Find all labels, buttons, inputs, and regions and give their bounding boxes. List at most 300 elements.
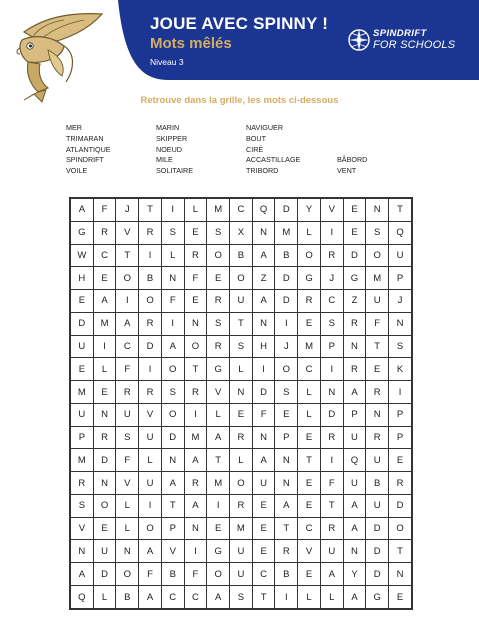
- grid-cell[interactable]: I: [161, 199, 184, 222]
- grid-cell[interactable]: M: [366, 267, 389, 290]
- word-item: TRIMARAN: [66, 133, 104, 143]
- word-item: ACCASTILLAGE: [246, 155, 301, 165]
- grid-cell[interactable]: D: [275, 267, 298, 290]
- grid-cell[interactable]: F: [320, 472, 343, 495]
- grid-cell[interactable]: U: [71, 335, 94, 358]
- grid-cell[interactable]: D: [389, 494, 412, 517]
- grid-cell[interactable]: F: [184, 563, 207, 586]
- grid-cell[interactable]: D: [139, 335, 162, 358]
- grid-cell[interactable]: R: [71, 472, 94, 495]
- grid-cell[interactable]: R: [275, 540, 298, 563]
- grid-cell[interactable]: G: [298, 267, 321, 290]
- grid-cell[interactable]: C: [320, 290, 343, 313]
- grid-cell[interactable]: R: [230, 426, 253, 449]
- grid-cell[interactable]: S: [71, 494, 94, 517]
- grid-cell[interactable]: R: [139, 312, 162, 335]
- grid-cell[interactable]: N: [184, 517, 207, 540]
- grid-row: [71, 426, 412, 449]
- grid-cell[interactable]: A: [116, 312, 139, 335]
- grid-cell[interactable]: D: [93, 449, 116, 472]
- grid-cell[interactable]: U: [343, 426, 366, 449]
- grid-cell[interactable]: T: [207, 449, 230, 472]
- word-item: TRIBORD: [246, 166, 279, 176]
- grid-cell[interactable]: I: [139, 494, 162, 517]
- grid-cell[interactable]: I: [93, 335, 116, 358]
- word-item: CIRÉ: [246, 144, 264, 154]
- grid-cell[interactable]: P: [389, 403, 412, 426]
- page-subtitle: Mots mêlés: [150, 35, 232, 52]
- grid-cell[interactable]: N: [275, 449, 298, 472]
- grid-cell[interactable]: A: [343, 381, 366, 404]
- grid-cell[interactable]: S: [230, 335, 253, 358]
- grid-cell[interactable]: N: [343, 335, 366, 358]
- grid-cell[interactable]: D: [252, 381, 275, 404]
- compass-globe-icon: [347, 27, 371, 53]
- grid-cell[interactable]: I: [184, 403, 207, 426]
- grid-cell[interactable]: C: [252, 563, 275, 586]
- grid-cell[interactable]: R: [116, 381, 139, 404]
- grid-cell[interactable]: T: [139, 199, 162, 222]
- grid-cell[interactable]: M: [275, 221, 298, 244]
- grid-cell[interactable]: E: [252, 494, 275, 517]
- grid-cell[interactable]: L: [116, 494, 139, 517]
- grid-cell[interactable]: C: [298, 358, 321, 381]
- grid-cell[interactable]: F: [184, 267, 207, 290]
- grid-cell[interactable]: P: [389, 267, 412, 290]
- grid-cell[interactable]: A: [184, 494, 207, 517]
- grid-cell[interactable]: A: [139, 586, 162, 609]
- grid-cell[interactable]: O: [366, 244, 389, 267]
- grid-cell[interactable]: O: [207, 563, 230, 586]
- grid-cell[interactable]: O: [184, 335, 207, 358]
- grid-cell[interactable]: B: [230, 244, 253, 267]
- grid-row: [71, 312, 412, 335]
- grid-cell[interactable]: I: [320, 221, 343, 244]
- grid-cell[interactable]: A: [275, 494, 298, 517]
- grid-cell[interactable]: R: [139, 221, 162, 244]
- grid-cell[interactable]: N: [230, 381, 253, 404]
- grid-cell[interactable]: L: [93, 358, 116, 381]
- grid-cell[interactable]: A: [71, 563, 94, 586]
- grid-cell[interactable]: E: [298, 494, 321, 517]
- word-search-grid: [69, 197, 413, 610]
- grid-cell[interactable]: A: [343, 494, 366, 517]
- grid-cell[interactable]: V: [116, 221, 139, 244]
- grid-cell[interactable]: U: [252, 472, 275, 495]
- grid-cell[interactable]: R: [320, 517, 343, 540]
- grid-cell[interactable]: E: [343, 199, 366, 222]
- grid-cell[interactable]: D: [366, 517, 389, 540]
- grid-cell[interactable]: F: [366, 312, 389, 335]
- grid-cell[interactable]: A: [252, 290, 275, 313]
- grid-cell[interactable]: N: [343, 540, 366, 563]
- grid-cell[interactable]: I: [275, 312, 298, 335]
- grid-cell[interactable]: R: [389, 472, 412, 495]
- grid-cell[interactable]: L: [298, 381, 321, 404]
- grid-cell[interactable]: R: [207, 335, 230, 358]
- grid-cell[interactable]: M: [71, 449, 94, 472]
- grid-cell[interactable]: O: [275, 358, 298, 381]
- grid-cell[interactable]: R: [184, 381, 207, 404]
- grid-cell[interactable]: D: [275, 199, 298, 222]
- grid-row: [71, 472, 412, 495]
- grid-cell[interactable]: U: [389, 244, 412, 267]
- grid-cell[interactable]: F: [116, 358, 139, 381]
- word-item: MER: [66, 123, 82, 132]
- grid-cell[interactable]: F: [161, 290, 184, 313]
- grid-cell[interactable]: I: [184, 540, 207, 563]
- grid-cell[interactable]: D: [366, 540, 389, 563]
- grid-cell[interactable]: V: [320, 199, 343, 222]
- grid-cell[interactable]: N: [161, 449, 184, 472]
- grid-cell[interactable]: T: [389, 540, 412, 563]
- grid-cell[interactable]: I: [389, 381, 412, 404]
- grid-cell[interactable]: S: [366, 221, 389, 244]
- grid-cell[interactable]: N: [184, 312, 207, 335]
- grid-cell[interactable]: R: [139, 381, 162, 404]
- grid-cell[interactable]: T: [298, 449, 321, 472]
- grid-cell[interactable]: S: [389, 335, 412, 358]
- grid-cell[interactable]: E: [252, 540, 275, 563]
- grid-row: [71, 563, 412, 586]
- grid-cell[interactable]: I: [139, 358, 162, 381]
- grid-cell[interactable]: D: [93, 563, 116, 586]
- grid-cell[interactable]: A: [161, 335, 184, 358]
- grid-cell[interactable]: N: [252, 426, 275, 449]
- grid-cell[interactable]: H: [252, 335, 275, 358]
- grid-cell[interactable]: A: [343, 517, 366, 540]
- word-item: VENT: [337, 166, 357, 176]
- grid-cell[interactable]: T: [230, 312, 253, 335]
- grid-cell[interactable]: D: [71, 312, 94, 335]
- grid-cell[interactable]: B: [139, 267, 162, 290]
- grid-cell[interactable]: T: [184, 358, 207, 381]
- grid-cell[interactable]: C: [298, 517, 321, 540]
- grid-cell[interactable]: Q: [389, 221, 412, 244]
- grid-cell[interactable]: F: [93, 199, 116, 222]
- grid-cell[interactable]: U: [139, 472, 162, 495]
- grid-cell[interactable]: R: [343, 312, 366, 335]
- grid-cell[interactable]: S: [116, 426, 139, 449]
- grid-cell[interactable]: L: [161, 244, 184, 267]
- grid-cell[interactable]: M: [207, 472, 230, 495]
- grid-cell[interactable]: E: [298, 563, 321, 586]
- grid-cell[interactable]: B: [116, 586, 139, 609]
- grid-cell[interactable]: U: [366, 449, 389, 472]
- grid-cell[interactable]: L: [298, 403, 321, 426]
- brand-name: SPINDRIFT: [373, 28, 427, 39]
- grid-cell[interactable]: N: [366, 403, 389, 426]
- grid-cell[interactable]: P: [389, 426, 412, 449]
- grid-cell[interactable]: R: [320, 244, 343, 267]
- grid-cell[interactable]: I: [252, 358, 275, 381]
- grid-cell[interactable]: T: [366, 335, 389, 358]
- grid-cell[interactable]: C: [161, 586, 184, 609]
- grid-cell[interactable]: R: [184, 472, 207, 495]
- grid-cell[interactable]: N: [389, 563, 412, 586]
- grid-cell[interactable]: V: [71, 517, 94, 540]
- grid-cell[interactable]: S: [161, 381, 184, 404]
- grid-cell[interactable]: A: [139, 540, 162, 563]
- grid-cell[interactable]: U: [139, 426, 162, 449]
- word-item: SPINDRIFT: [66, 155, 104, 165]
- grid-cell[interactable]: C: [93, 244, 116, 267]
- grid-cell[interactable]: D: [343, 244, 366, 267]
- grid-cell[interactable]: M: [298, 335, 321, 358]
- grid-cell[interactable]: P: [343, 403, 366, 426]
- grid-row: [71, 221, 412, 244]
- grid-cell[interactable]: N: [275, 472, 298, 495]
- grid-cell[interactable]: O: [116, 267, 139, 290]
- grid-cell[interactable]: L: [93, 586, 116, 609]
- grid-cell[interactable]: M: [184, 426, 207, 449]
- grid-cell[interactable]: S: [207, 312, 230, 335]
- grid-cell[interactable]: O: [161, 403, 184, 426]
- grid-cell[interactable]: J: [116, 199, 139, 222]
- grid-cell[interactable]: E: [252, 517, 275, 540]
- grid-cell[interactable]: O: [298, 244, 321, 267]
- grid-cell[interactable]: N: [93, 403, 116, 426]
- grid-row: [71, 540, 412, 563]
- grid-cell[interactable]: U: [320, 540, 343, 563]
- grid-cell[interactable]: U: [230, 290, 253, 313]
- grid-cell[interactable]: O: [139, 290, 162, 313]
- grid-cell[interactable]: Q: [343, 449, 366, 472]
- grid-cell[interactable]: G: [343, 267, 366, 290]
- grid-cell[interactable]: T: [389, 199, 412, 222]
- grid-cell[interactable]: L: [298, 221, 321, 244]
- grid-cell[interactable]: A: [207, 586, 230, 609]
- grid-cell[interactable]: O: [230, 267, 253, 290]
- grid-cell[interactable]: L: [230, 358, 253, 381]
- grid-cell[interactable]: E: [207, 267, 230, 290]
- grid-cell[interactable]: D: [275, 290, 298, 313]
- grid-cell[interactable]: N: [161, 267, 184, 290]
- grid-cell[interactable]: L: [184, 199, 207, 222]
- spindrift-logo: [347, 27, 467, 57]
- grid-cell[interactable]: N: [366, 199, 389, 222]
- grid-cell[interactable]: T: [161, 494, 184, 517]
- word-item: ATLANTIQUE: [66, 144, 111, 154]
- grid-cell[interactable]: P: [161, 517, 184, 540]
- grid-cell[interactable]: D: [366, 563, 389, 586]
- grid-cell[interactable]: E: [389, 449, 412, 472]
- grid-cell[interactable]: D: [161, 426, 184, 449]
- grid-cell[interactable]: P: [275, 426, 298, 449]
- grid-cell[interactable]: A: [161, 472, 184, 495]
- grid-cell[interactable]: S: [320, 312, 343, 335]
- grid-cell[interactable]: V: [139, 403, 162, 426]
- grid-cell[interactable]: O: [230, 472, 253, 495]
- grid-cell[interactable]: A: [320, 563, 343, 586]
- grid-cell[interactable]: O: [93, 494, 116, 517]
- word-item: SKIPPER: [156, 133, 188, 143]
- grid-cell[interactable]: I: [320, 358, 343, 381]
- level-label: Niveau 3: [150, 57, 184, 67]
- grid-cell[interactable]: E: [343, 221, 366, 244]
- grid-cell[interactable]: N: [389, 312, 412, 335]
- grid-cell[interactable]: E: [366, 358, 389, 381]
- grid-cell[interactable]: E: [389, 586, 412, 609]
- grid-cell[interactable]: G: [366, 586, 389, 609]
- grid-cell[interactable]: U: [230, 540, 253, 563]
- grid-cell[interactable]: S: [230, 586, 253, 609]
- grid-cell[interactable]: U: [366, 494, 389, 517]
- grid-cell[interactable]: E: [93, 381, 116, 404]
- grid-cell[interactable]: P: [71, 426, 94, 449]
- grid-cell[interactable]: X: [230, 221, 253, 244]
- grid-cell[interactable]: N: [93, 472, 116, 495]
- grid-cell[interactable]: E: [298, 472, 321, 495]
- grid-cell[interactable]: C: [230, 199, 253, 222]
- grid-cell[interactable]: E: [207, 517, 230, 540]
- grid-cell[interactable]: R: [93, 426, 116, 449]
- grid-cell[interactable]: A: [184, 449, 207, 472]
- grid-cell[interactable]: E: [275, 403, 298, 426]
- grid-cell[interactable]: R: [320, 426, 343, 449]
- grid-cell[interactable]: O: [207, 244, 230, 267]
- grid-cell[interactable]: U: [93, 540, 116, 563]
- grid-cell[interactable]: M: [207, 199, 230, 222]
- grid-cell[interactable]: C: [184, 586, 207, 609]
- grid-cell[interactable]: S: [161, 221, 184, 244]
- grid-cell[interactable]: U: [343, 472, 366, 495]
- grid-cell[interactable]: R: [343, 358, 366, 381]
- grid-cell[interactable]: R: [184, 244, 207, 267]
- grid-cell[interactable]: O: [161, 358, 184, 381]
- grid-cell[interactable]: E: [230, 403, 253, 426]
- grid-cell[interactable]: I: [275, 586, 298, 609]
- grid-cell[interactable]: N: [252, 221, 275, 244]
- grid-cell[interactable]: Q: [71, 586, 94, 609]
- grid-cell[interactable]: E: [93, 267, 116, 290]
- grid-cell[interactable]: E: [298, 312, 321, 335]
- grid-cell[interactable]: I: [320, 449, 343, 472]
- grid-cell[interactable]: T: [252, 586, 275, 609]
- grid-cell[interactable]: Y: [298, 199, 321, 222]
- grid-row: [71, 517, 412, 540]
- grid-cell[interactable]: Z: [252, 267, 275, 290]
- grid-cell[interactable]: G: [207, 540, 230, 563]
- grid-cell[interactable]: A: [343, 586, 366, 609]
- grid-cell[interactable]: N: [320, 381, 343, 404]
- grid-cell[interactable]: E: [184, 221, 207, 244]
- grid-cell[interactable]: Q: [252, 199, 275, 222]
- grid-cell[interactable]: E: [71, 290, 94, 313]
- grid-cell[interactable]: R: [366, 426, 389, 449]
- grid-cell[interactable]: A: [252, 449, 275, 472]
- grid-cell[interactable]: D: [320, 403, 343, 426]
- grid-cell[interactable]: L: [298, 586, 321, 609]
- word-item: BÂBORD: [337, 155, 368, 165]
- grid-cell[interactable]: O: [116, 563, 139, 586]
- grid-cell[interactable]: M: [93, 312, 116, 335]
- grid-cell[interactable]: L: [207, 403, 230, 426]
- grid-cell[interactable]: S: [275, 381, 298, 404]
- grid-cell[interactable]: U: [116, 403, 139, 426]
- grid-cell[interactable]: E: [93, 517, 116, 540]
- grid-cell[interactable]: R: [366, 381, 389, 404]
- word-item: [337, 134, 397, 145]
- grid-cell[interactable]: I: [207, 494, 230, 517]
- grid-cell[interactable]: J: [389, 290, 412, 313]
- grid-cell[interactable]: R: [230, 494, 253, 517]
- page-title: JOUE AVEC SPINNY !: [150, 14, 329, 33]
- grid-cell[interactable]: T: [275, 517, 298, 540]
- grid-cell[interactable]: N: [252, 312, 275, 335]
- grid-cell[interactable]: L: [116, 517, 139, 540]
- grid-cell[interactable]: M: [230, 517, 253, 540]
- grid-cell[interactable]: L: [230, 449, 253, 472]
- grid-cell[interactable]: L: [320, 586, 343, 609]
- brand-tagline: FOR SCHOOLS: [373, 39, 456, 51]
- grid-cell[interactable]: A: [252, 244, 275, 267]
- grid-cell[interactable]: A: [207, 426, 230, 449]
- grid-cell[interactable]: R: [298, 290, 321, 313]
- grid-cell[interactable]: G: [207, 358, 230, 381]
- grid-cell[interactable]: P: [320, 335, 343, 358]
- grid-cell[interactable]: B: [275, 244, 298, 267]
- grid-cell[interactable]: J: [320, 267, 343, 290]
- grid-cell[interactable]: F: [139, 563, 162, 586]
- grid-cell[interactable]: Y: [343, 563, 366, 586]
- grid-cell[interactable]: W: [71, 244, 94, 267]
- grid-cell[interactable]: N: [116, 540, 139, 563]
- grid-cell[interactable]: L: [139, 449, 162, 472]
- word-item: [337, 145, 397, 156]
- grid-cell[interactable]: B: [366, 472, 389, 495]
- grid-cell[interactable]: S: [207, 221, 230, 244]
- grid-cell[interactable]: I: [116, 290, 139, 313]
- grid-cell[interactable]: T: [116, 244, 139, 267]
- grid-cell[interactable]: Z: [343, 290, 366, 313]
- grid-cell[interactable]: A: [71, 199, 94, 222]
- grid-cell[interactable]: R: [93, 221, 116, 244]
- grid-cell[interactable]: B: [161, 563, 184, 586]
- grid-cell[interactable]: E: [298, 426, 321, 449]
- grid-cell[interactable]: C: [116, 335, 139, 358]
- grid-cell[interactable]: N: [71, 540, 94, 563]
- grid-cell[interactable]: H: [71, 267, 94, 290]
- grid-cell[interactable]: O: [139, 517, 162, 540]
- grid-cell[interactable]: F: [116, 449, 139, 472]
- grid-cell[interactable]: E: [184, 290, 207, 313]
- grid-cell[interactable]: V: [116, 472, 139, 495]
- grid-cell[interactable]: U: [366, 290, 389, 313]
- word-item: SOLITAIRE: [156, 166, 194, 176]
- grid-cell[interactable]: V: [207, 381, 230, 404]
- grid-cell[interactable]: V: [298, 540, 321, 563]
- grid-cell[interactable]: I: [161, 312, 184, 335]
- grid-cell[interactable]: O: [389, 517, 412, 540]
- grid-cell[interactable]: U: [71, 403, 94, 426]
- grid-cell[interactable]: B: [275, 563, 298, 586]
- grid-cell[interactable]: F: [252, 403, 275, 426]
- grid-cell[interactable]: G: [71, 221, 94, 244]
- grid-cell[interactable]: A: [93, 290, 116, 313]
- grid-cell[interactable]: V: [161, 540, 184, 563]
- grid-cell[interactable]: R: [207, 290, 230, 313]
- grid-row: [71, 267, 412, 290]
- grid-cell[interactable]: M: [71, 381, 94, 404]
- grid-cell[interactable]: E: [71, 358, 94, 381]
- grid-row: [71, 381, 412, 404]
- grid-cell[interactable]: U: [230, 563, 253, 586]
- grid-cell[interactable]: I: [139, 244, 162, 267]
- grid-cell[interactable]: K: [389, 358, 412, 381]
- grid-cell[interactable]: J: [275, 335, 298, 358]
- grid-cell[interactable]: T: [320, 494, 343, 517]
